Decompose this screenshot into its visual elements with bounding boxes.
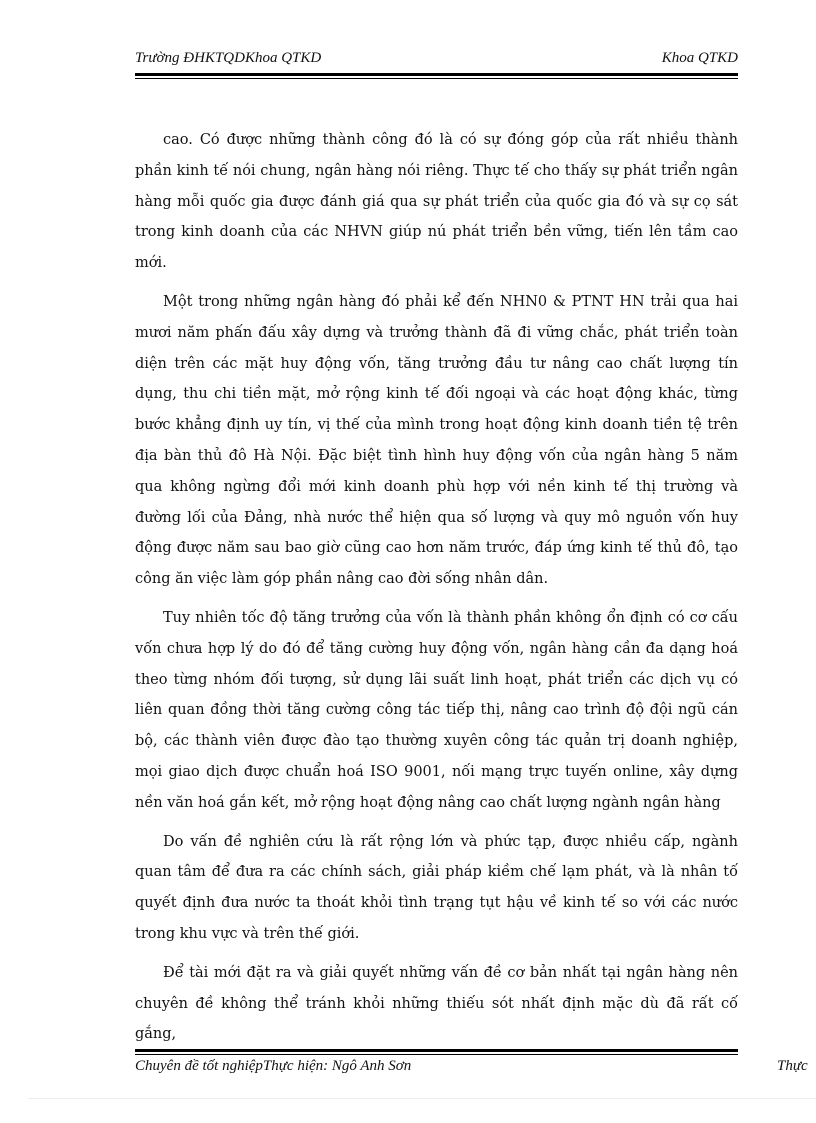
paragraph: Do vấn đề nghiên cứu là rất rộng lớn và phức tạp, được nhiều cấp, ngành quan tâm để đưa ra các chính sách, giải pháp kiềm chế lạm phát, và là nhân tố quyết định đưa nước ta thoát khỏi tình trạng tụt hậu về kinh tế so với các nước trong khu vực và trên thế giới. xyxy=(135,833,738,942)
document-body xyxy=(135,125,738,1058)
header-school: Trường ĐHKTQDKhoa QTKD xyxy=(135,50,322,66)
footer-rule-thin xyxy=(135,1054,738,1055)
paragraph: cao. Có được những thành công đó là có sự đóng góp của rất nhiều thành phần kinh tế nói chung, ngân hàng nói riêng. Thực tế cho thấy sự phát triển ngân hàng mỗi quốc gia được đánh giá qua sự phát triển của quốc gia đó và sự cọ sát trong kinh doanh của các NHVN giúp nú phát triển bền vững, tiến lên tầm cao mới. xyxy=(135,132,738,272)
paragraph: Để tài mới đặt ra và giải quyết những vấn đề cơ bản nhất tại ngân hàng nên chuyên đề không thể tránh khỏi những thiếu sót nhất định mặc dù đã rất cố gắng, xyxy=(135,964,738,1043)
page-edge-line xyxy=(28,1098,816,1099)
footer-rule xyxy=(135,1049,738,1052)
page-header xyxy=(135,46,738,72)
footer-overflow-text: Thực xyxy=(777,1058,808,1074)
header-faculty: Khoa QTKD xyxy=(661,50,738,66)
footer-author: Chuyên đề tốt nghiệpThực hiện: Ngô Anh Sơn xyxy=(135,1058,412,1074)
header-rule-thin xyxy=(135,78,738,79)
paragraph: Một trong những ngân hàng đó phải kể đến NHN0 & PTNT HN trải qua hai mươi năm phấn đấu xây dựng và trưởng thành đã đi vững chắc, phát triển toàn diện trên các mặt huy động vốn, tăng trưởng đầu tư nâng cao chất lượng tín dụng, thu chi tiền mặt, mở rộng kinh tế đối ngoại và các hoạt động khác, từng bước khẳng định uy tín, vị thế của mình trong hoạt động kinh doanh tiền tệ trên địa bàn thủ đô Hà Nội. Đặc biệt tình hình huy động vốn của ngân hàng 5 năm qua không ngừng đổi mới kinh doanh phù hợp với nền kinh tế thị trường và đường lối của Đảng, nhà nước thể hiện qua số lượng và quy mô nguồn vốn huy động được năm sau bao giờ cũng cao hơn năm trước, đáp ứng kinh tế thủ đô, tạo công ăn việc làm góp phần nâng cao đời sống nhân dân. xyxy=(135,293,738,588)
header-rule xyxy=(135,73,738,76)
paragraph: Tuy nhiên tốc độ tăng trưởng của vốn là thành phần không ổn định có cơ cấu vốn chưa hợp lý do đó để tăng cường huy động vốn, ngân hàng cần đa dạng hoá theo từng nhóm đối tượng, sử dụng lãi suất linh hoạt, phát triển các dịch vụ có liên quan đồng thời tăng cường công tác tiếp thị, nâng cao trình độ đội ngũ cán bộ, các thành viên được đào tạo thường xuyên công tác quản trị doanh nghiệp, mọi giao dịch được chuẩn hoá ISO 9001, nối mạng trực tuyến online, xây dựng nền văn hoá gắn kết, mở rộng hoạt động nâng cao chất lượng ngành ngân hàng xyxy=(135,609,738,811)
